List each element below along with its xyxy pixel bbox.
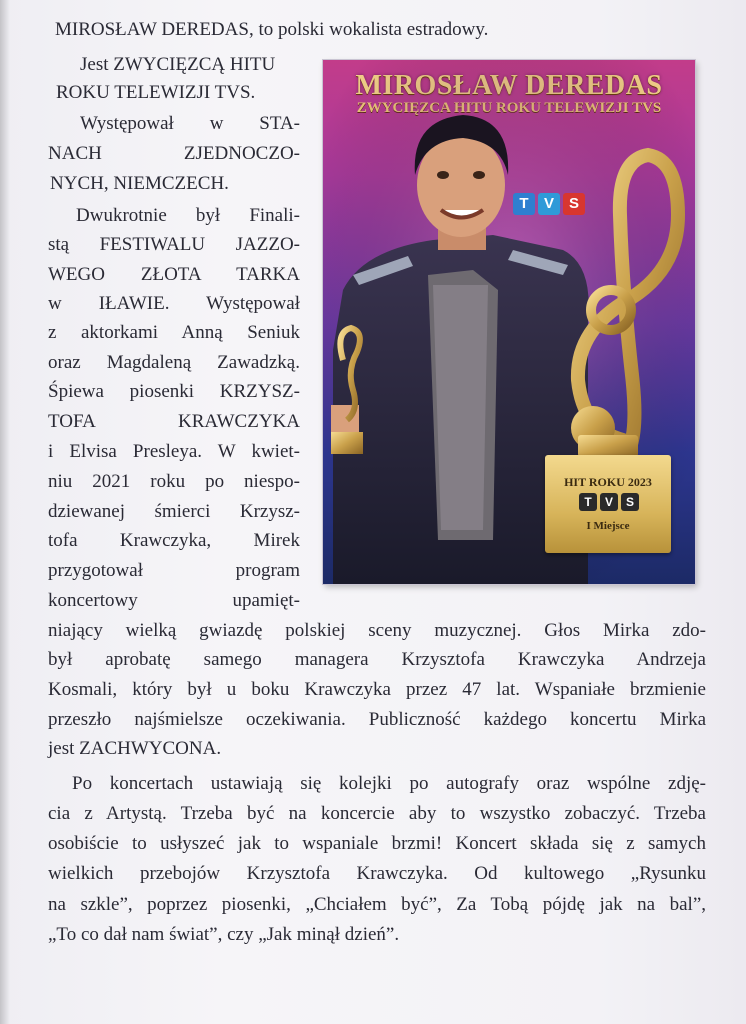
text-line: Dwukrotnie był Finali- (76, 205, 300, 226)
text-line: TOFA KRAWCZYKA (48, 411, 300, 432)
tvs-letter-t: T (579, 493, 597, 511)
text-line: w IŁAWIE. Występował (48, 293, 300, 314)
tvs-letter-s: S (621, 493, 639, 511)
text-line: i Elvisa Presleya. W kwiet- (48, 441, 300, 462)
text-line: Jest ZWYCIĘZCĄ HITU (80, 54, 276, 75)
plaque-tvs-logo (579, 493, 639, 511)
text-line: dziewanej śmierci Krzysz- (48, 501, 300, 522)
text-line: niający wielką gwiazdę polskiej sceny muzycznej. Głos Mirka zdo- (48, 620, 706, 641)
text-line: koncertowy upamięt- (48, 590, 300, 611)
text-line: Śpiewa piosenki KRZYSZ- (48, 381, 300, 402)
plaque-place: I Miejsce (586, 520, 630, 532)
text-line: Po koncertach ustawiają się kolejki po autografy oraz wspólne zdję- (72, 773, 706, 794)
tvs-letter-s: S (563, 193, 585, 215)
text-line: na szkle”, poprzez piosenki, „Chciałem być”, Za Tobą pójdę jak na bal”, (48, 894, 706, 915)
text-line: Kosmali, który był u boku Krawczyka przez 47 lat. Wspaniałe brzmienie (48, 679, 706, 700)
text-line: Występował w STA- (80, 113, 300, 134)
tvs-letter-v: V (600, 493, 618, 511)
tvs-letter-t: T (513, 193, 535, 215)
text-line: tofa Krawczyka, Mirek (48, 530, 300, 551)
tvs-logo (513, 193, 585, 215)
text-line: MIROSŁAW DEREDAS, to polski wokalista estradowy. (55, 19, 489, 40)
plaque-title: HIT ROKU 2023 (564, 475, 652, 489)
text-line: był aprobatę samego managera Krzysztofa Krawczyka Andrzeja (48, 649, 706, 670)
text-line: NACH ZJEDNOCZO- (48, 143, 300, 164)
text-line: z aktorkami Anną Seniuk (48, 322, 300, 343)
tvs-letter-v: V (538, 193, 560, 215)
text-line: wielkich przebojów Krzysztofa Krawczyka. Od kultowego „Rysunku (48, 863, 706, 884)
trophy-plaque (545, 455, 671, 553)
text-line: niu 2021 roku po niespo- (48, 471, 300, 492)
text-line: stą FESTIWALU JAZZO- (48, 234, 300, 255)
text-line: przygotował program (48, 560, 300, 581)
text-line: cia z Artystą. Trzeba być na koncercie aby to wszystko zobaczyć. Trzeba (48, 803, 706, 824)
poster-image (323, 60, 695, 584)
text-line: jest ZACHWYCONA. (48, 738, 222, 759)
text-line: ROKU TELEWIZJI TVS. (56, 82, 256, 103)
text-line: „To co dał nam świat”, czy „Jak minął dzień”. (48, 924, 400, 945)
text-line: WEGO ZŁOTA TARKA (48, 264, 300, 285)
text-line: NYCH, NIEMCZECH. (50, 173, 229, 194)
text-line: oraz Magdaleną Zawadzką. (48, 352, 300, 373)
page-gutter-shadow (0, 0, 10, 1024)
text-line: przeszło najśmielsze oczekiwania. Publiczność każdego koncertu Mirka (48, 709, 706, 730)
text-line: osobiście to usłyszeć jak to wspaniale brzmi! Koncert składa się z samych (48, 833, 706, 854)
